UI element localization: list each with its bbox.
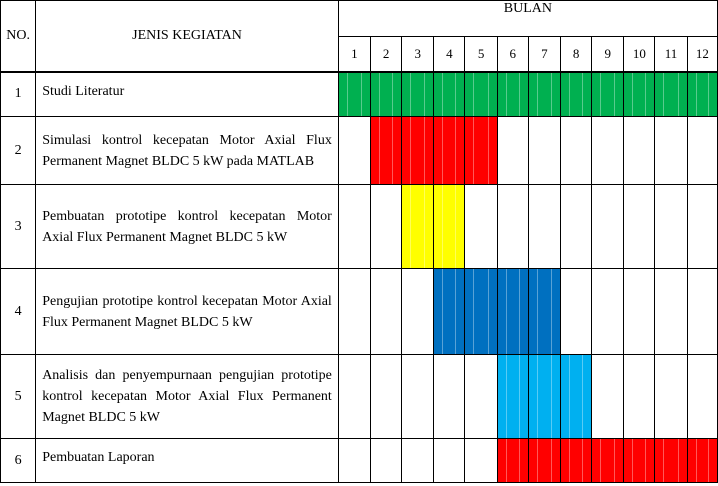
activity-row <box>1 185 718 269</box>
header-jenis-kegiatan: JENIS KEGIATAN <box>36 1 339 72</box>
schedule-cell-month-3-active <box>402 72 434 117</box>
schedule-cell-month-9-empty <box>592 355 624 439</box>
schedule-cell-month-10-active <box>624 72 655 117</box>
schedule-cell-month-7-active <box>528 72 560 117</box>
activity-number: 6 <box>1 439 36 483</box>
month-header-5: 5 <box>465 37 497 72</box>
activity-number: 4 <box>1 269 36 355</box>
schedule-cell-month-10-active <box>624 439 655 483</box>
schedule-cell-month-2-empty <box>371 439 402 483</box>
schedule-cell-month-9-empty <box>592 117 624 185</box>
month-header-10: 10 <box>624 37 655 72</box>
month-header-1: 1 <box>338 37 370 72</box>
activity-name: Pembuatan prototipe kontrol kecepatan Motor Axial Flux Permanent Magnet BLDC 5 kW <box>36 185 339 269</box>
schedule-cell-month-1-empty <box>338 117 370 185</box>
schedule-cell-month-10-empty <box>624 355 655 439</box>
schedule-cell-month-9-active <box>592 72 624 117</box>
schedule-cell-month-12-active <box>687 72 717 117</box>
schedule-cell-month-12-empty <box>687 117 717 185</box>
schedule-cell-month-8-active <box>560 355 591 439</box>
activity-number: 1 <box>1 72 36 117</box>
month-header-6: 6 <box>497 37 528 72</box>
schedule-cell-month-6-empty <box>497 185 528 269</box>
activity-row <box>1 117 718 185</box>
schedule-cell-month-11-empty <box>655 117 687 185</box>
month-header-4: 4 <box>434 37 465 72</box>
schedule-cell-month-5-empty <box>465 355 497 439</box>
activity-row <box>1 269 718 355</box>
schedule-cell-month-7-empty <box>528 117 560 185</box>
month-header-7: 7 <box>528 37 560 72</box>
schedule-cell-month-12-empty <box>687 185 717 269</box>
activity-rows <box>1 72 718 483</box>
schedule-cell-month-5-active <box>465 269 497 355</box>
schedule-cell-month-1-empty <box>338 269 370 355</box>
schedule-cell-month-7-active <box>528 439 560 483</box>
activity-number: 2 <box>1 117 36 185</box>
schedule-cell-month-4-empty <box>434 355 465 439</box>
schedule-cell-month-2-active <box>371 72 402 117</box>
schedule-cell-month-9-active <box>592 439 624 483</box>
schedule-cell-month-7-active <box>528 269 560 355</box>
schedule-cell-month-3-active <box>402 185 434 269</box>
schedule-cell-month-6-active <box>497 269 528 355</box>
schedule-cell-month-11-empty <box>655 185 687 269</box>
schedule-cell-month-5-empty <box>465 185 497 269</box>
schedule-cell-month-2-active <box>371 117 402 185</box>
schedule-cell-month-6-active <box>497 72 528 117</box>
schedule-cell-month-1-empty <box>338 185 370 269</box>
activity-name: Simulasi kontrol kecepatan Motor Axial Flux Permanent Magnet BLDC 5 kW pada MATLAB <box>36 117 339 185</box>
schedule-cell-month-7-active <box>528 355 560 439</box>
schedule-cell-month-12-empty <box>687 355 717 439</box>
schedule-cell-month-4-active <box>434 185 465 269</box>
schedule-cell-month-8-active <box>560 72 591 117</box>
schedule-cell-month-2-empty <box>371 355 402 439</box>
schedule-cell-month-5-empty <box>465 439 497 483</box>
schedule-cell-month-2-empty <box>371 185 402 269</box>
schedule-cell-month-1-empty <box>338 355 370 439</box>
schedule-cell-month-6-active <box>497 355 528 439</box>
activity-name: Analisis dan penyempurnaan pengujian prototipe kontrol kecepatan Motor Axial Flux Permanent Magnet BLDC 5 kW <box>36 355 339 439</box>
activity-row <box>1 355 718 439</box>
schedule-cell-month-10-empty <box>624 117 655 185</box>
month-header-2: 2 <box>371 37 402 72</box>
schedule-cell-month-7-empty <box>528 185 560 269</box>
schedule-cell-month-6-empty <box>497 117 528 185</box>
schedule-cell-month-11-active <box>655 439 687 483</box>
schedule-cell-month-3-active <box>402 117 434 185</box>
month-header-12: 12 <box>687 37 717 72</box>
schedule-cell-month-3-empty <box>402 355 434 439</box>
schedule-cell-month-9-empty <box>592 185 624 269</box>
schedule-cell-month-4-active <box>434 269 465 355</box>
schedule-cell-month-8-empty <box>560 117 591 185</box>
schedule-cell-month-2-empty <box>371 269 402 355</box>
month-header-3: 3 <box>402 37 434 72</box>
schedule-cell-month-5-active <box>465 117 497 185</box>
schedule-cell-month-1-empty <box>338 439 370 483</box>
schedule-cell-month-3-empty <box>402 269 434 355</box>
schedule-cell-month-12-active <box>687 439 717 483</box>
schedule-cell-month-6-active <box>497 439 528 483</box>
schedule-cell-month-10-empty <box>624 269 655 355</box>
month-header-11: 11 <box>655 37 687 72</box>
activity-row <box>1 72 718 117</box>
month-header-8: 8 <box>560 37 591 72</box>
schedule-cell-month-1-active <box>338 72 370 117</box>
header-no: NO. <box>1 1 36 72</box>
activity-number: 3 <box>1 185 36 269</box>
header-bulan: BULAN <box>338 1 717 37</box>
activity-name: Pengujian prototipe kontrol kecepatan Motor Axial Flux Permanent Magnet BLDC 5 kW <box>36 269 339 355</box>
schedule-cell-month-11-active <box>655 72 687 117</box>
schedule-cell-month-4-active <box>434 72 465 117</box>
activity-number: 5 <box>1 355 36 439</box>
schedule-cell-month-8-empty <box>560 185 591 269</box>
schedule-cell-month-9-empty <box>592 269 624 355</box>
activity-name: Studi Literatur <box>36 72 339 117</box>
schedule-cell-month-8-active <box>560 439 591 483</box>
schedule-cell-month-4-empty <box>434 439 465 483</box>
schedule-cell-month-3-empty <box>402 439 434 483</box>
schedule-cell-month-8-empty <box>560 269 591 355</box>
schedule-cell-month-11-empty <box>655 355 687 439</box>
schedule-cell-month-5-active <box>465 72 497 117</box>
schedule-cell-month-12-empty <box>687 269 717 355</box>
schedule-cell-month-4-active <box>434 117 465 185</box>
month-header-9: 9 <box>592 37 624 72</box>
activity-name: Pembuatan Laporan <box>36 439 339 483</box>
activity-row <box>1 439 718 483</box>
schedule-cell-month-10-empty <box>624 185 655 269</box>
schedule-cell-month-11-empty <box>655 269 687 355</box>
